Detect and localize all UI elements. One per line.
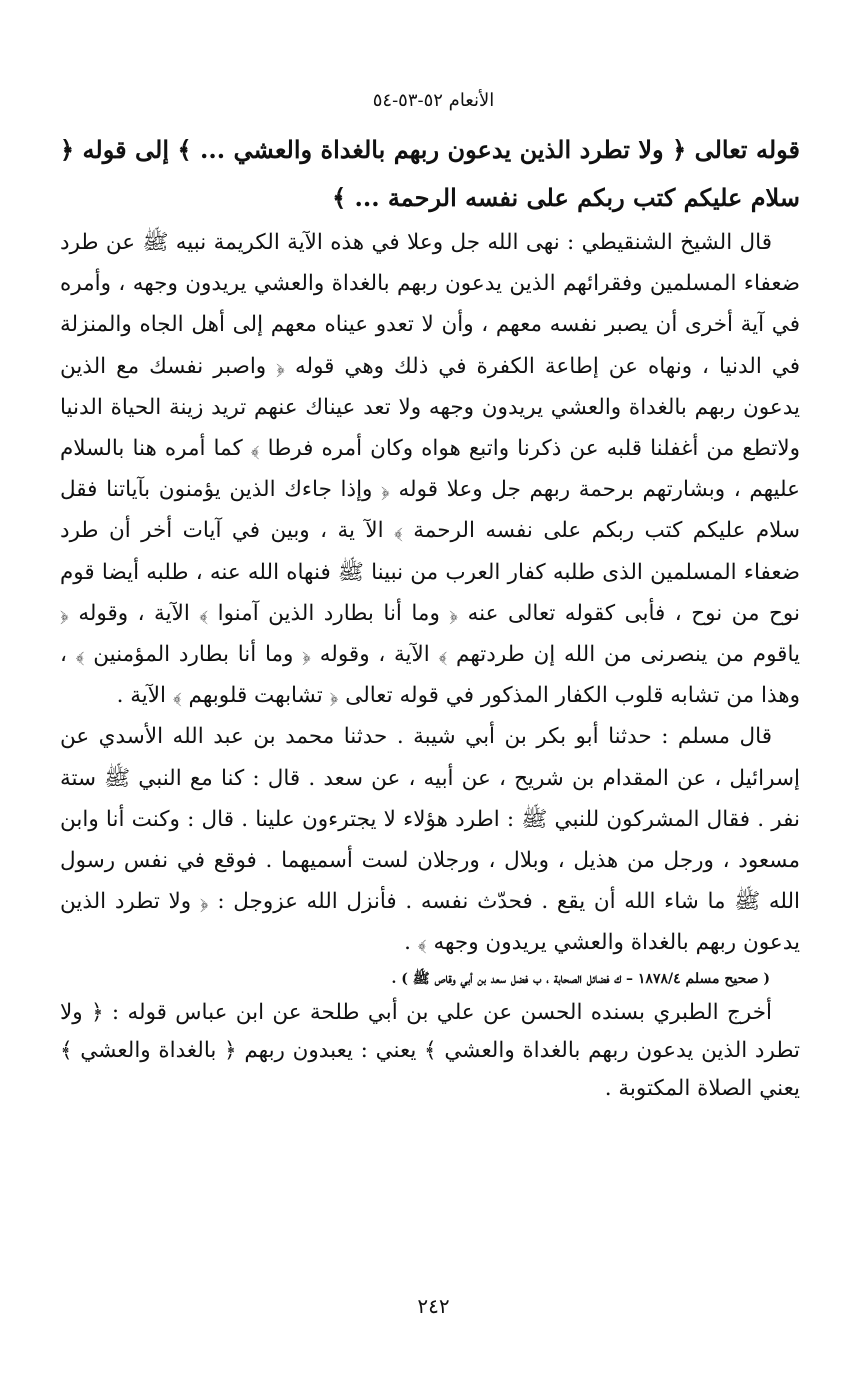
muslim-reference: ( صحيح مسلم ١٨٧٨/٤ – ك فضائل الصحابة ، ب فضل سعد بن أبي وقاص ﷺ ) .: [391, 970, 770, 987]
page-body: [60, 126, 800, 1108]
page-header: الأنعام ٥٢-٥٣-٥٤: [372, 90, 495, 111]
tabari-paragraph: أخرج الطبري بسنده الحسن عن علي بن أبي طلحة عن ابن عباس قوله : ﴿ ولا تطرد الذين يدعون ربهم بالغداة والعشي ﴾ يعني : يعبدون ربهم ﴿ بالغداة والعشي ﴾ يعني الصلاة المكتوبة .: [60, 999, 800, 1101]
page-number: ٢٤٢: [417, 1294, 450, 1318]
section-title: قوله تعالى ﴿ ولا تطرد الذين يدعون ربهم بالغداة والعشي ... ﴾ إلى قوله ﴿ سلام عليكم كتب ربكم على نفسه الرحمة ... ﴾: [60, 135, 800, 212]
shanqiti-paragraph: قال الشيخ الشنقيطي : نهى الله جل وعلا في هذه الآية الكريمة نبيه ﷺ عن طرد ضعفاء المسلمين وفقرائهم الذين يدعون ربهم بالغداة والعشي يريدون وجهه ، وأمره في آية أخرى أن يصبر نفسه معهم ، وأن لا تعدو عيناه معهم إلى أهل الجاه والمنزلة في الدنيا ، ونهاه عن إطاعة الكفرة في ذلك وهي قوله ﴿ واصبر نفسك مع الذين يدعون ربهم بالغداة والعشي يريدون وجهه ولا تعد عيناك عنهم تريد زينة الحياة الدنيا ولاتطع من أغفلنا قلبه عن ذكرنا واتبع هواه وكان أمره فرطا ﴾ كما أمره هنا بالسلام عليهم ، وبشارتهم برحمة ربهم جل وعلا قوله ﴿ وإذا جاءك الذين يؤمنون بآياتنا فقل سلام عليكم كتب ربكم على نفسه الرحمة ﴾ الآ ية ، وبين في آيات أخر أن طرد ضعفاء المسلمين الذى طلبه كفار العرب من نبينا ﷺ فنهاه الله عنه ، طلبه أيضا قوم نوح من نوح ، فأبى كقوله تعالى عنه ﴿ وما أنا بطارد الذين آمنوا ﴾ الآية ، وقوله ﴿ ياقوم من ينصرنى من الله إن طردتهم ﴾ الآية ، وقوله ﴿ وما أنا بطارد المؤمنين ﴾ ، وهذا من تشابه قلوب الكفار المذكور في قوله تعالى ﴿ تشابهت قلوبهم ﴾ الآية .: [60, 230, 800, 709]
muslim-paragraph: قال مسلم : حدثنا أبو بكر بن أبي شيبة . حدثنا محمد بن عبد الله الأسدي عن إسرائيل ، عن المقدام بن شريح ، عن أبيه ، عن سعد . قال : كنا مع النبي ﷺ ستة نفر . فقال المشركون للنبي ﷺ : اطرد هؤلاء لا يجترءون علينا . قال : وكنت أنا وابن مسعود ، ورجل من هذيل ، وبلال ، ورجلان لست أسميهما . فوقع في نفس رسول الله ﷺ ما شاء الله أن يقع . فحدّث نفسه . فأنزل الله عزوجل : ﴿ ولا تطرد الذين يدعون ربهم بالغداة والعشي يريدون وجهه ﴾ .: [60, 724, 800, 956]
